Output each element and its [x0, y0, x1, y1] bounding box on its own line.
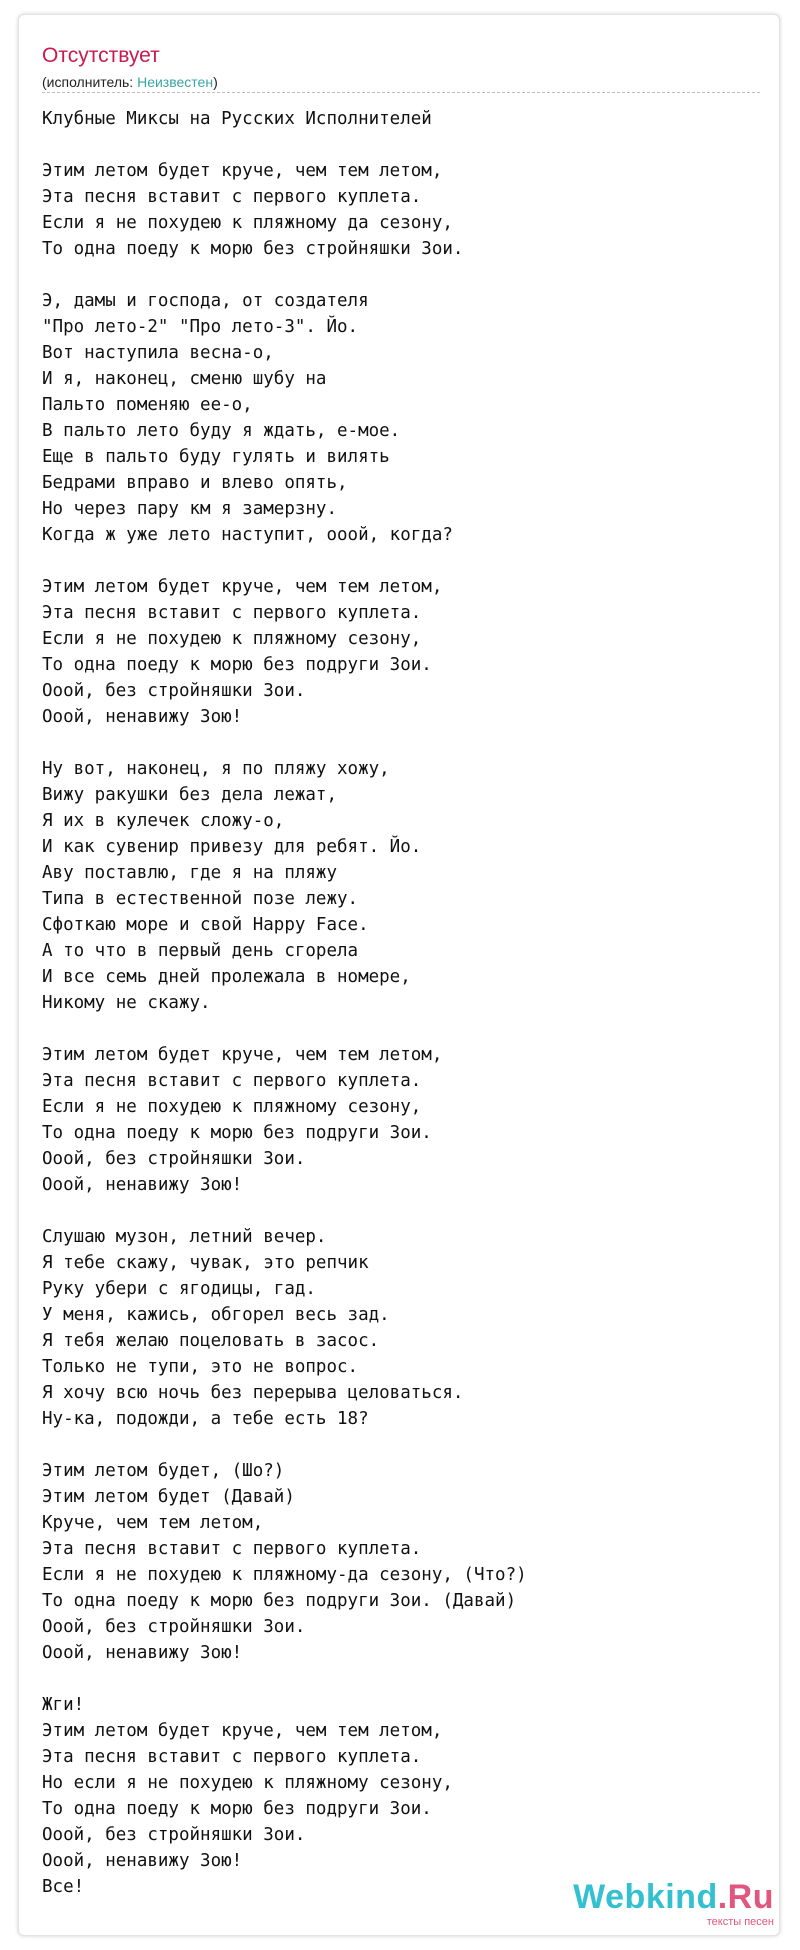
artist-prefix: (исполнитель: — [42, 74, 138, 90]
title-divider — [42, 92, 760, 93]
artist-line — [42, 73, 218, 91]
song-title: Отсутствует — [42, 44, 160, 67]
logo-tld: .Ru — [717, 1878, 774, 1916]
logo-tagline: тексты песен — [706, 1916, 774, 1928]
artist-suffix: ) — [213, 74, 218, 90]
logo-brand: Webkind — [573, 1878, 718, 1916]
artist-link[interactable]: Неизвестен — [137, 74, 214, 90]
site-logo[interactable] — [573, 1880, 774, 1929]
lyrics-text: Клубные Миксы на Русских Исполнителей Этим летом будет круче, чем тем летом, Эта песня вставит с первого куплета. Если я не похудею к пляжному да сезону, То одна поеду к морю без стройняшки Зои. Э, дамы и господа, от создателя "Про лето-2" "Про лето-3". Йо. Вот наступила весна-о, И я, наконец, сменю шубу на Пальто поменяю ее-о, В пальто лето буду я ждать, е-мое. Еще в пальто буду гулять и вилять Бедрами вправо и влево опять, Но через пару км я замерзну. Когда ж уже лето наступит, ооой, когда? Этим летом будет круче, чем тем летом, Эта песня вставит с первого куплета. Если я не похудею к пляжному сезону, То одна поеду к морю без подруги Зои. Ооой, без стройняшки Зои. Ооой, ненавижу Зою! Ну вот, наконец, я по пляжу хожу, Вижу ракушки без дела лежат, Я их в кулечек сложу-о, И как сувенир привезу для ребят. Йо. Аву поставлю, где я на пляжу Типа в естественной позе лежу. Сфоткаю море и свой Happy Face. А то что в первый день сгорела И все семь дней пролежала в номере, Никому не скажу. Этим летом будет круче, чем тем летом, Эта песня вставит с первого куплета. Если я не похудею к пляжному сезону, То одна поеду к морю без подруги Зои. Ооой, без стройняшки Зои. Ооой, ненавижу Зою! Слушаю музон, летний вечер. Я тебе скажу, чувак, это репчик Руку убери с ягодицы, гад. У меня, кажись, обгорел весь зад. Я тебя желаю поцеловать в засос. Только не тупи, это не вопрос. Я хочу всю ночь без перерыва целоваться. Ну-ка, подожди, а тебе есть 18? Этим летом будет, (Шо?) Этим летом будет (Давай) Круче, чем тем летом, Эта песня вставит с первого куплета. Если я не похудею к пляжному-да сезону, (Что?) То одна поеду к морю без подруги Зои. (Давай) Ооой, без стройняшки Зои. Ооой, ненавижу Зою! Жги! Этим летом будет круче, чем тем летом, Эта песня вставит с первого куплета. Но если я не похудею к пляжному сезону, То одна поеду к морю без подруги Зои. Ооой, без стройняшки Зои. Ооой, ненавижу Зою! Все! — [42, 109, 527, 1897]
